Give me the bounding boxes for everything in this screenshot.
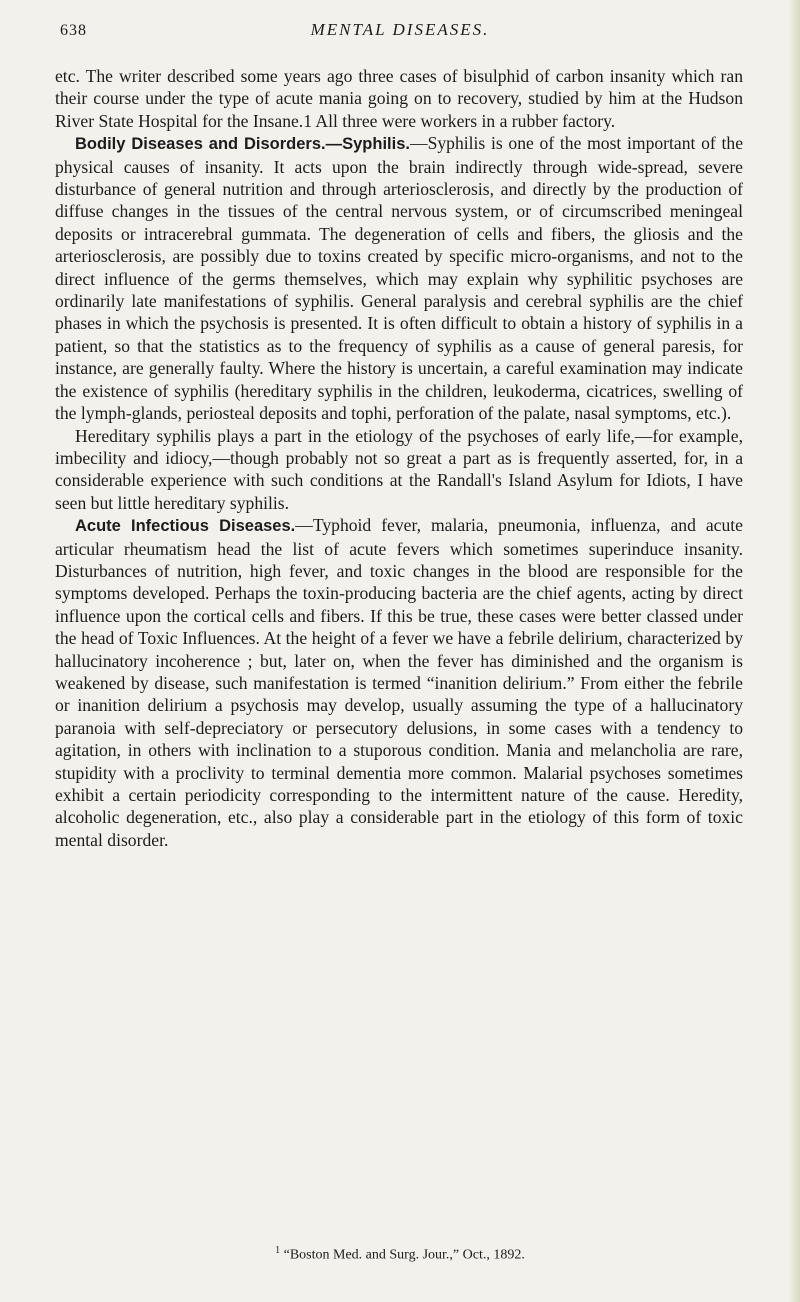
paragraph-infectious-diseases	[55, 514, 743, 851]
paragraph-syphilis	[55, 132, 743, 424]
paragraph-bisulphid: etc. The writer described some years ago three cases of bisulphid of carbon insanity which ran their course under the type of acute mania going on to recovery, studied by him at the Hudson River State Hospital for the Insane.1 All three were workers in a rubber factory.	[55, 66, 743, 131]
page-edge-shadow	[788, 0, 800, 1302]
footnote	[0, 1245, 800, 1264]
running-head: MENTAL DISEASES.	[310, 20, 490, 39]
paragraph-hereditary-syphilis: Hereditary syphilis plays a part in the etiology of the psychoses of early life,—for example, imbecility and idiocy,—though probably not so great a part as is frequently asserted, for, in a considerable experience with such conditions at the Randall's Island Asylum for Idiots, I have seen but little hereditary syphilis.	[55, 425, 743, 513]
section-heading-acute-infectious: Acute Infectious Diseases.	[75, 517, 296, 536]
page-number: 638	[60, 22, 87, 39]
page-header	[60, 18, 740, 48]
body-text	[55, 65, 743, 851]
footnote-marker: 1	[275, 1245, 281, 1256]
section-heading-bodily-diseases: Bodily Diseases and Disorders.—Syphilis.	[75, 135, 410, 154]
paragraph-infectious-text: —Typhoid fever, malaria, pneumonia, influenza, and acute articular rheumatism head the list of acute fevers which sometimes superinduce insanity. Disturbances of nutrition, high fever, and toxic changes in the blood are responsible for the symptoms developed. Perhaps the toxin-producing bacteria are the chief agents, acting by direct influence upon the cortical cells and fibers. If this be true, these cases were better classed under the head of Toxic Influences. At the height of a fever we have a febrile delirium, characterized by hallucinatory incoherence ; but, later on, when the fever has diminished and the organism is weakened by disease, such manifestation is termed “inanition delirium.” From either the febrile or inanition delirium a psychosis may develop, usually assuming the type of a hallucinatory paranoia with self-depreciatory or persecutory delusions, in some cases with a tendency to agitation, in others with inclination to a stuporous condition. Mania and melancholia are rare, stupidity with a proclivity to terminal dementia more common. Malarial psychoses sometimes exhibit a certain periodicity corresponding to the intermittent nature of the cause. Heredity, alcoholic degeneration, etc., also play a considerable part in the etiology of this form of toxic mental disorder.	[55, 515, 743, 850]
paragraph-syphilis-text: —Syphilis is one of the most important of the physical causes of insanity. It acts upon the brain indirectly through wide-spread, severe disturbance of general nutrition and through arteriosclerosis, and directly by the production of diffuse changes in the tissues of the central nervous system, or of circumscribed meningeal deposits or intracerebral gummata. The degeneration of cells and fibers, the gliosis and the arteriosclerosis, are possibly due to toxins created by specific micro-organisms, and not to the direct influence of the germs themselves, which may explain why syphilitic psychoses are ordinarily late manifestations of syphilis. General paralysis and cerebral syphilis are the chief phases in which the psychosis is presented. It is often difficult to obtain a history of syphilis in a patient, so that the statistics as to the frequency of syphilis as a cause of general paresis, for instance, are generally faulty. Where the history is uncertain, a careful examination may indicate the existence of syphilis (hereditary syphilis in the children, leukoderma, cicatrices, swelling of the lymph-glands, periosteal deposits and tophi, perforation of the palate, nasal symptoms, etc.).	[55, 133, 743, 424]
footnote-text: “Boston Med. and Surg. Jour.,” Oct., 1892.	[283, 1247, 525, 1263]
